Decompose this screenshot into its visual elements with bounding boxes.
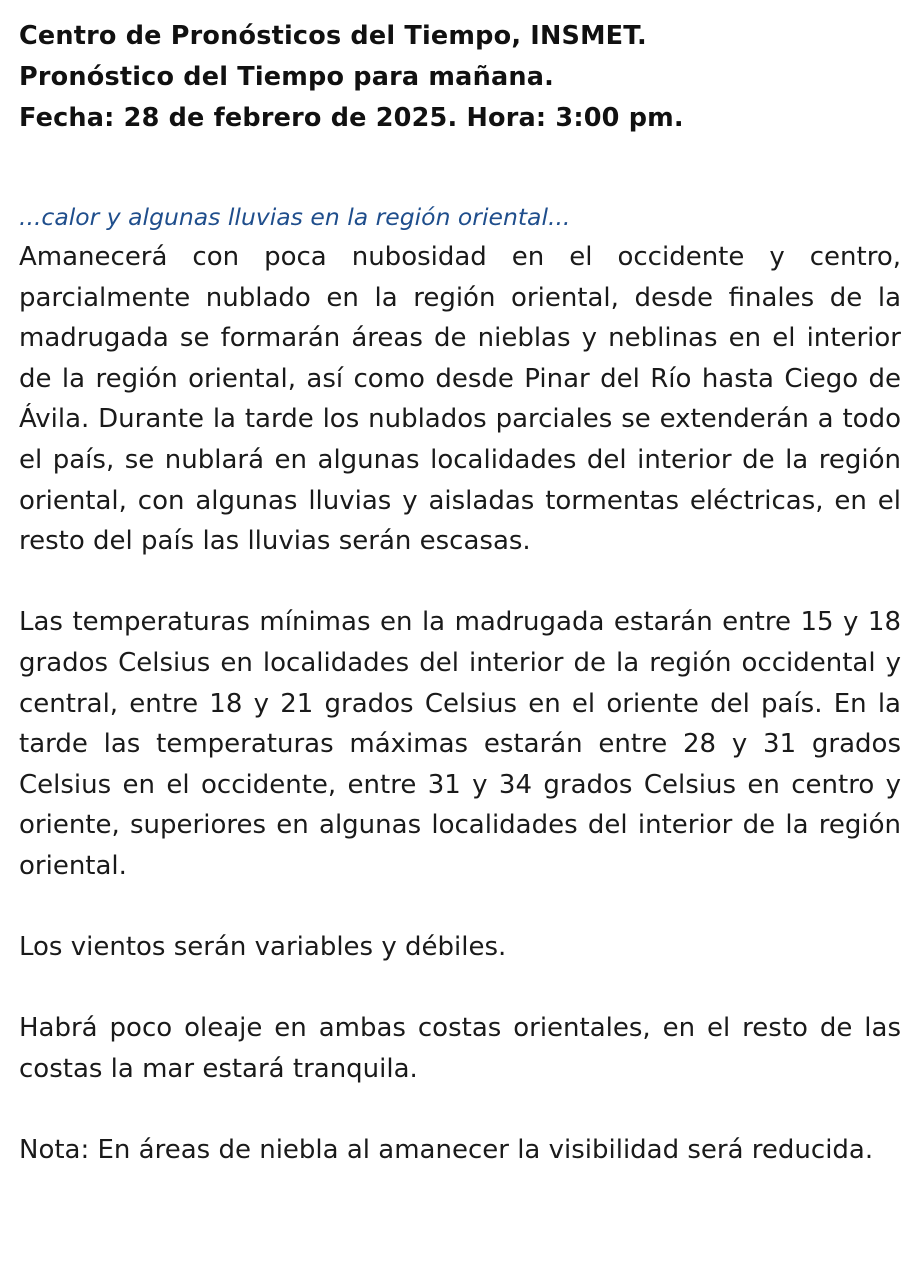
- forecast-summary: ...calor y algunas lluvias en la región oriental...: [19, 203, 571, 231]
- paragraph-sea-state: Habrá poco oleaje en ambas costas orientales, en el resto de las costas la mar estará tranquila.: [19, 1013, 901, 1084]
- paragraph-winds: Los vientos serán variables y débiles.: [19, 932, 507, 963]
- forecast-header: [19, 16, 901, 139]
- header-center-name: Centro de Pronósticos del Tiempo, INSMET.: [19, 21, 647, 51]
- header-date-time: Fecha: 28 de febrero de 2025. Hora: 3:00 pm.: [19, 103, 684, 133]
- forecast-document: [19, 0, 901, 1171]
- header-forecast-title: Pronóstico del Tiempo para mañana.: [19, 62, 555, 92]
- paragraph-sky-conditions: Amanecerá con poca nubosidad en el occidente y centro, parcialmente nublado en la región oriental, desde finales de la madrugada se formarán áreas de nieblas y neblinas en el interior de la región oriental, así como desde Pinar del Río hasta Ciego de Ávila. Durante la tarde los nublados parciales se extenderán a todo el país, se nublará en algunas localidades del interior de la región oriental, con algunas lluvias y aisladas tormentas eléctricas, en el resto del país las lluvias serán escasas.: [19, 242, 901, 557]
- paragraph-note: Nota: En áreas de niebla al amanecer la visibilidad será reducida.: [19, 1135, 874, 1166]
- paragraph-temperatures: Las temperaturas mínimas en la madrugada estarán entre 15 y 18 grados Celsius en localidades del interior de la región occidental y central, entre 18 y 21 grados Celsius en el oriente del país. En la tarde las temperaturas máximas estarán entre 28 y 31 grados Celsius en el occidente, entre 31 y 34 grados Celsius en centro y oriente, superiores en algunas localidades del interior de la región oriental.: [19, 607, 901, 881]
